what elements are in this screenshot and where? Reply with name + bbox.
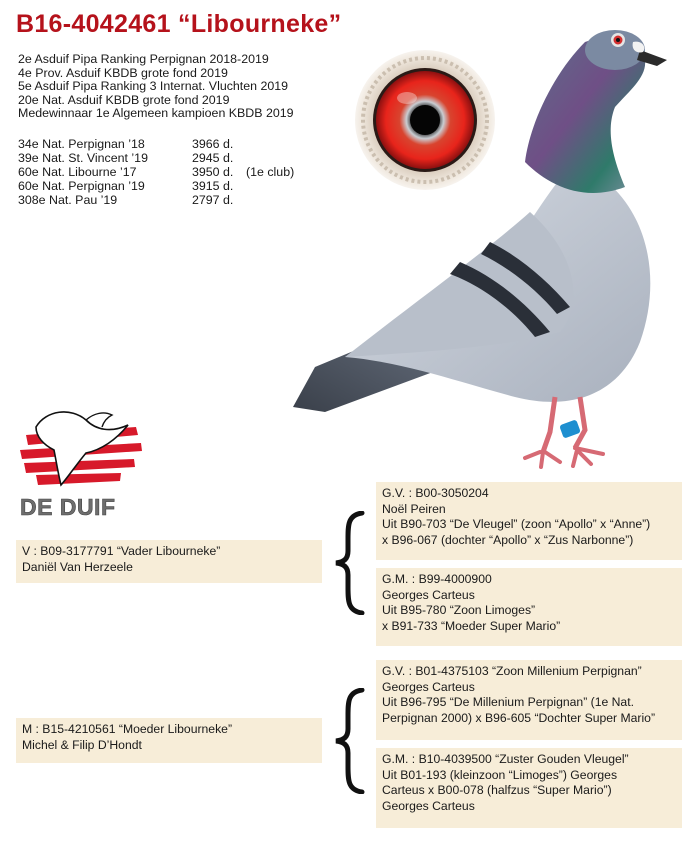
result-race: 60e Nat. Perpignan ’19: [18, 178, 145, 193]
result-row: [18, 166, 294, 180]
mgm-line: G.M. : B10-4039500 “Zuster Gouden Vleugel”: [382, 752, 629, 766]
pgm-line: G.M. : B99-4000900: [382, 572, 492, 586]
result-row: [18, 180, 294, 194]
mother-box: [16, 718, 322, 763]
mgf-line: G.V. : B01-4375103 “Zoon Millenium Perpignan”: [382, 664, 642, 678]
mother-ring: M : B15-4210561 “Moeder Libourneke”: [22, 722, 233, 736]
mgm-line: Uit B01-193 (kleinzoon “Limoges”) Georges: [382, 767, 618, 782]
father-ring: V : B09-3177791 “Vader Libourneke”: [22, 544, 221, 558]
race-results: [18, 138, 294, 208]
result-distance: 3915 d.: [192, 178, 234, 193]
eye-closeup-image: [352, 48, 502, 198]
mgf-line: Uit B96-795 “De Millenium Perpignan” (1e Nat.: [382, 695, 634, 710]
result-distance: 3966 d.: [192, 137, 234, 151]
mother-brace: [330, 688, 370, 794]
result-distance: 3950 d.: [192, 164, 234, 179]
mgf-line: Perpignan 2000) x B96-605 “Dochter Super Mario”: [382, 710, 656, 725]
father-box: [16, 540, 322, 583]
mgf-line: Georges Carteus: [382, 679, 475, 694]
result-note: (1e club): [246, 164, 295, 179]
result-row: [18, 152, 294, 166]
achievement-item: Medewinnaar 1e Algemeen kampioen KBDB 2019: [18, 106, 294, 121]
result-row: [18, 138, 294, 152]
father-breeder: Daniël Van Herzeele: [22, 559, 133, 574]
maternal-grandfather-box: [376, 660, 682, 740]
pgf-line: G.V. : B00-3050204: [382, 486, 489, 500]
achievement-item: 4e Prov. Asduif KBDB grote fond 2019: [18, 65, 228, 80]
de-duif-logo-icon: [16, 405, 146, 495]
mother-breeder: Michel & Filip D’Hondt: [22, 737, 142, 752]
paternal-grandfather-box: [376, 482, 682, 560]
mgm-line: Georges Carteus: [382, 798, 475, 813]
logo-text: DE DUIF: [20, 494, 116, 520]
mgm-line: Carteus x B00-078 (halfzus “Super Mario”): [382, 783, 612, 798]
result-race: 308e Nat. Pau ’19: [18, 192, 118, 207]
result-race: 39e Nat. St. Vincent ’19: [18, 150, 148, 165]
paternal-grandmother-box: [376, 568, 682, 646]
pgm-line: x B91-733 “Moeder Super Mario”: [382, 618, 561, 633]
result-race: 34e Nat. Perpignan ’18: [18, 137, 145, 151]
pgf-line: x B96-067 (dochter “Apollo” x “Zus Narbonne”): [382, 532, 634, 547]
pgf-line: Uit B90-703 “De Vleugel” (zoon “Apollo” x “Anne”): [382, 517, 651, 532]
achievement-item: 5e Asduif Pipa Ranking 3 Internat. Vluchten 2019: [18, 79, 289, 94]
pigeon-title: B16-4042461 “Libourneke”: [16, 10, 342, 38]
achievement-item: 20e Nat. Asduif KBDB grote fond 2019: [18, 92, 230, 107]
achievements-list: [18, 53, 294, 121]
pgm-line: Georges Carteus: [382, 587, 475, 602]
result-race: 60e Nat. Libourne ’17: [18, 164, 137, 179]
maternal-grandmother-box: [376, 748, 682, 828]
achievement-item: 2e Asduif Pipa Ranking Perpignan 2018-2019: [18, 52, 269, 66]
result-distance: 2797 d.: [192, 192, 234, 207]
result-distance: 2945 d.: [192, 150, 234, 165]
result-row: [18, 194, 294, 208]
pgm-line: Uit B95-780 “Zoon Limoges”: [382, 603, 536, 618]
pgf-line: Noël Peiren: [382, 501, 446, 516]
father-brace: [330, 511, 370, 615]
